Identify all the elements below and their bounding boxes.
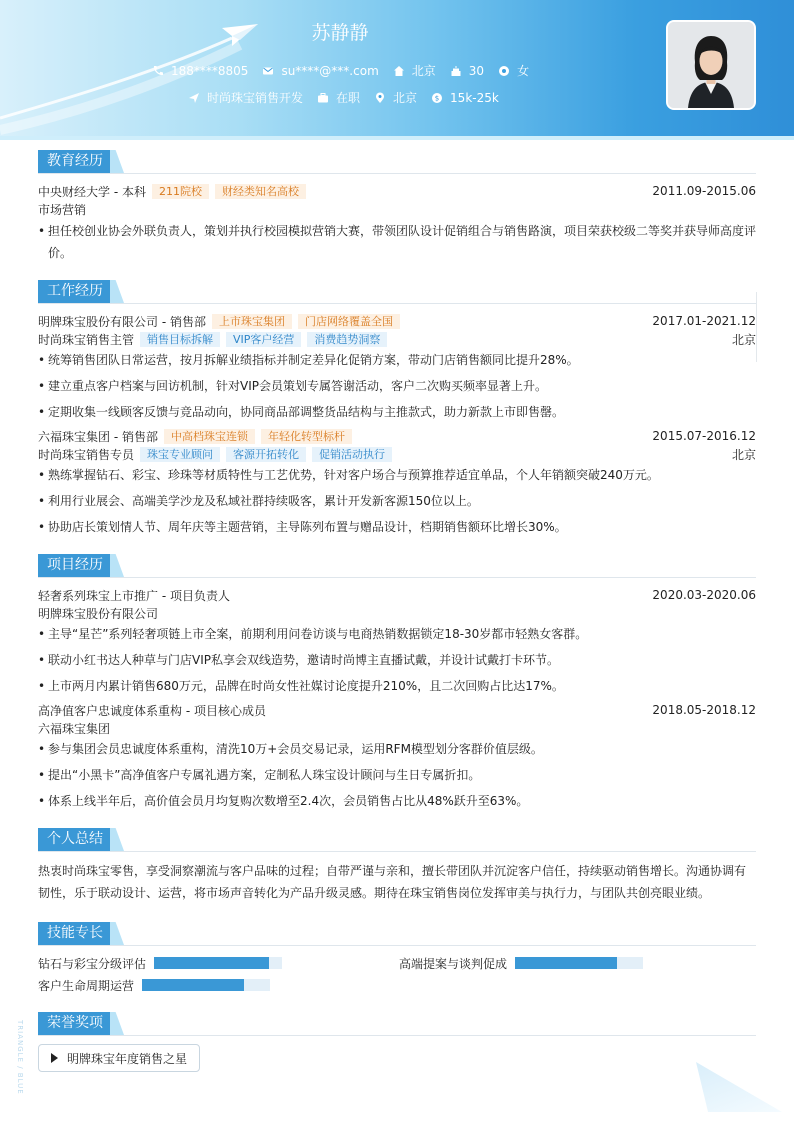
resume-header [0, 0, 794, 140]
skills-title: 技能专长 [38, 922, 110, 945]
age-item [450, 64, 484, 78]
project-head [38, 701, 756, 719]
education-title: 教育经历 [38, 150, 110, 173]
project-entry [38, 701, 756, 812]
major: 市场营销 [38, 202, 87, 217]
skill-item [38, 952, 282, 974]
title-tail-decoration [110, 280, 124, 303]
section-title [38, 922, 756, 946]
skill-item [399, 952, 643, 974]
education-date: 2011.09-2015.06 [652, 184, 756, 198]
title-tail-decoration [110, 150, 124, 173]
company-tag: 上市珠宝集团 [212, 314, 292, 329]
projects-section [38, 554, 756, 816]
role-tag: 珠宝专业顾问 [140, 447, 220, 462]
role-tag: 销售目标拆解 [140, 332, 220, 347]
cake-icon [450, 65, 462, 77]
money-icon [431, 92, 443, 104]
role-tag: 消费趋势洞察 [307, 332, 387, 347]
section-title [38, 280, 756, 304]
summary-section [38, 828, 756, 904]
role-tag: VIP客户经营 [226, 332, 301, 347]
project-org: 明牌珠宝股份有限公司 [38, 606, 159, 621]
portrait-photo [668, 22, 754, 108]
list-item: • 定期收集一线顾客反馈与竞品动向，协同商品部调整货品结构与主推款式，助力新款上市即售罄。 [38, 401, 756, 423]
briefcase-icon [317, 92, 329, 104]
location-text: 北京 [411, 64, 436, 78]
skill-bar [142, 979, 270, 991]
location-item [393, 62, 436, 79]
email-text: su****@***.com [281, 63, 379, 78]
map-pin-icon [374, 92, 386, 104]
target-job-text: 时尚珠宝销售开发 [207, 91, 304, 105]
award-item [38, 1044, 200, 1072]
divider [756, 292, 757, 362]
list-item: • 利用行业展会、高端美学沙龙及私域社群持续吸客，累计开发新客源150位以上。 [38, 490, 756, 512]
skill-bar-fill [142, 979, 244, 991]
job-date: 2015.07-2016.12 [652, 429, 756, 443]
education-entry [38, 182, 756, 264]
job-intent-row [188, 89, 513, 106]
header-strip [0, 136, 794, 140]
list-item: • 建立重点客户档案与回访机制，针对VIP会员策划专属答谢活动，客户二次购买频率显著上升。 [38, 375, 756, 397]
target-city-item [374, 89, 417, 106]
project-date: 2020.03-2020.06 [652, 588, 756, 602]
target-city-text: 北京 [393, 91, 418, 105]
list-item: • 熟练掌握钻石、彩宝、珍珠等材质特性与工艺优势，针对客户场合与预算推荐适宜单品，个人年销额突破240万元。 [38, 464, 756, 486]
play-triangle-icon [51, 1053, 58, 1063]
gender-text: 女 [517, 64, 530, 78]
job-role: 时尚珠宝销售主管 [38, 332, 135, 347]
project-head [38, 586, 756, 604]
salary-text: 15k-25k [450, 90, 499, 105]
section-title [38, 828, 756, 852]
award-name: 明牌珠宝年度销售之星 [67, 1051, 188, 1066]
send-icon [188, 92, 200, 104]
list-item: • 统筹销售团队日常运营，按月拆解业绩指标并制定差异化促销方案，带动门店销售额同比提升28%。 [38, 349, 756, 371]
role-tag: 促销活动执行 [312, 447, 392, 462]
skill-bar-fill [154, 957, 269, 969]
list-item: • 联动小红书达人种草与门店VIP私享会双线造势，邀请时尚博主直播试戴，并设计试戴打卡环节。 [38, 649, 756, 671]
list-item: • 协助店长策划情人节、周年庆等主题营销，主导陈列布置与赠品设计，档期销售额环比增长30%。 [38, 516, 756, 538]
project-name: 高净值客户忠诚度体系重构 - 项目核心成员 [38, 703, 266, 718]
job-date: 2017.01-2021.12 [652, 314, 756, 328]
skill-bar [515, 957, 643, 969]
skill-name: 客户生命周期运营 [38, 978, 135, 993]
list-item: • 上市两月内累计销售680万元，品牌在时尚女性社媒讨论度提升210%，且二次回购占比达17%。 [38, 675, 756, 697]
skill-name: 钻石与彩宝分级评估 [38, 956, 147, 971]
job-city: 北京 [731, 332, 756, 347]
company-tag: 门店网络覆盖全国 [298, 314, 400, 329]
section-title [38, 1012, 756, 1036]
age-text: 30 [468, 63, 485, 78]
contact-row [152, 62, 543, 79]
status-text: 在职 [336, 91, 361, 105]
phone-item [152, 64, 248, 78]
education-section [38, 150, 756, 268]
email-item [262, 64, 378, 78]
job-role: 时尚珠宝销售专员 [38, 447, 135, 462]
candidate-name: 苏静静 [311, 22, 369, 44]
status-item [317, 89, 360, 106]
list-item: • 体系上线半年后，高价值会员月均复购次数增至2.4次，会员销售占比从48%跃升至63%。 [38, 790, 756, 812]
svg-text:$: $ [434, 94, 440, 102]
awards-section [38, 1012, 756, 1072]
avatar [666, 20, 756, 110]
job-city: 北京 [731, 447, 756, 462]
school-name: 中央财经大学 - 本科 [38, 184, 146, 199]
project-date: 2018.05-2018.12 [652, 703, 756, 717]
phone-text: 188****8805 [171, 63, 249, 78]
company-name: 六福珠宝集团 - 销售部 [38, 429, 158, 444]
summary-title: 个人总结 [38, 828, 110, 851]
target-job-item [188, 89, 303, 106]
work-title: 工作经历 [38, 280, 110, 303]
title-tail-decoration [110, 828, 124, 851]
work-section [38, 280, 756, 542]
email-icon [262, 65, 274, 77]
title-tail-decoration [110, 1012, 124, 1035]
section-title [38, 150, 756, 174]
projects-title: 项目经历 [38, 554, 110, 577]
skill-item [38, 974, 270, 996]
section-title [38, 554, 756, 578]
salary-item [431, 91, 499, 105]
education-head [38, 182, 756, 200]
job-role-row [38, 445, 756, 463]
title-tail-decoration [110, 922, 124, 945]
job-head [38, 312, 756, 330]
job-head [38, 427, 756, 445]
role-tag: 客源开拓转化 [226, 447, 306, 462]
phone-icon [152, 65, 164, 77]
list-item: • 担任校创业协会外联负责人，策划并执行校园模拟营销大赛，带领团队设计促销组合与销售路演，项目荣获校级二等奖并获导师高度评价。 [38, 220, 756, 264]
title-tail-decoration [110, 554, 124, 577]
school-tag: 211院校 [152, 184, 209, 199]
project-org: 六福珠宝集团 [38, 721, 111, 736]
skill-bar [154, 957, 282, 969]
skill-name: 高端提案与谈判促成 [399, 956, 508, 971]
gender-item [498, 62, 529, 79]
project-entry [38, 586, 756, 697]
gender-icon [498, 65, 510, 77]
project-name: 轻奢系列珠宝上市推广 - 项目负责人 [38, 588, 230, 603]
school-tag: 财经类知名高校 [215, 184, 306, 199]
job-entry [38, 312, 756, 423]
skills-section [38, 922, 756, 1002]
company-tag: 中高档珠宝连锁 [164, 429, 255, 444]
list-item: • 参与集团会员忠诚度体系重构，清洗10万+会员交易记录，运用RFM模型划分客群价值层级。 [38, 738, 756, 760]
summary-text: 热衷时尚珠宝零售，享受洞察潮流与客户品味的过程；自带严谨与亲和，擅长带团队并沉淀客户信任，持续驱动销售增长。沟通协调有韧性，乐于联动设计、运营，将市场声音转化为产品升级灵感。期待在珠宝销售岗位发挥审美与执行力，与团队共创亮眼业绩。 [38, 864, 747, 900]
skill-bar-fill [515, 957, 617, 969]
job-role-row [38, 330, 756, 348]
company-tag: 年轻化转型标杆 [261, 429, 352, 444]
list-item: • 提出“小黑卡”高净值客户专属礼遇方案，定制私人珠宝设计顾问与生日专属折扣。 [38, 764, 756, 786]
list-item: • 主导“星芒”系列轻奢项链上市全案，前期利用问卷访谈与电商热销数据锁定18-30岁都市轻熟女客群。 [38, 623, 756, 645]
home-icon [393, 65, 405, 77]
awards-title: 荣誉奖项 [38, 1012, 110, 1035]
company-name: 明牌珠宝股份有限公司 - 销售部 [38, 314, 206, 329]
job-entry [38, 427, 756, 538]
watermark: TRIANGLE / BLUE [16, 1020, 24, 1095]
skills-grid [38, 952, 756, 1002]
